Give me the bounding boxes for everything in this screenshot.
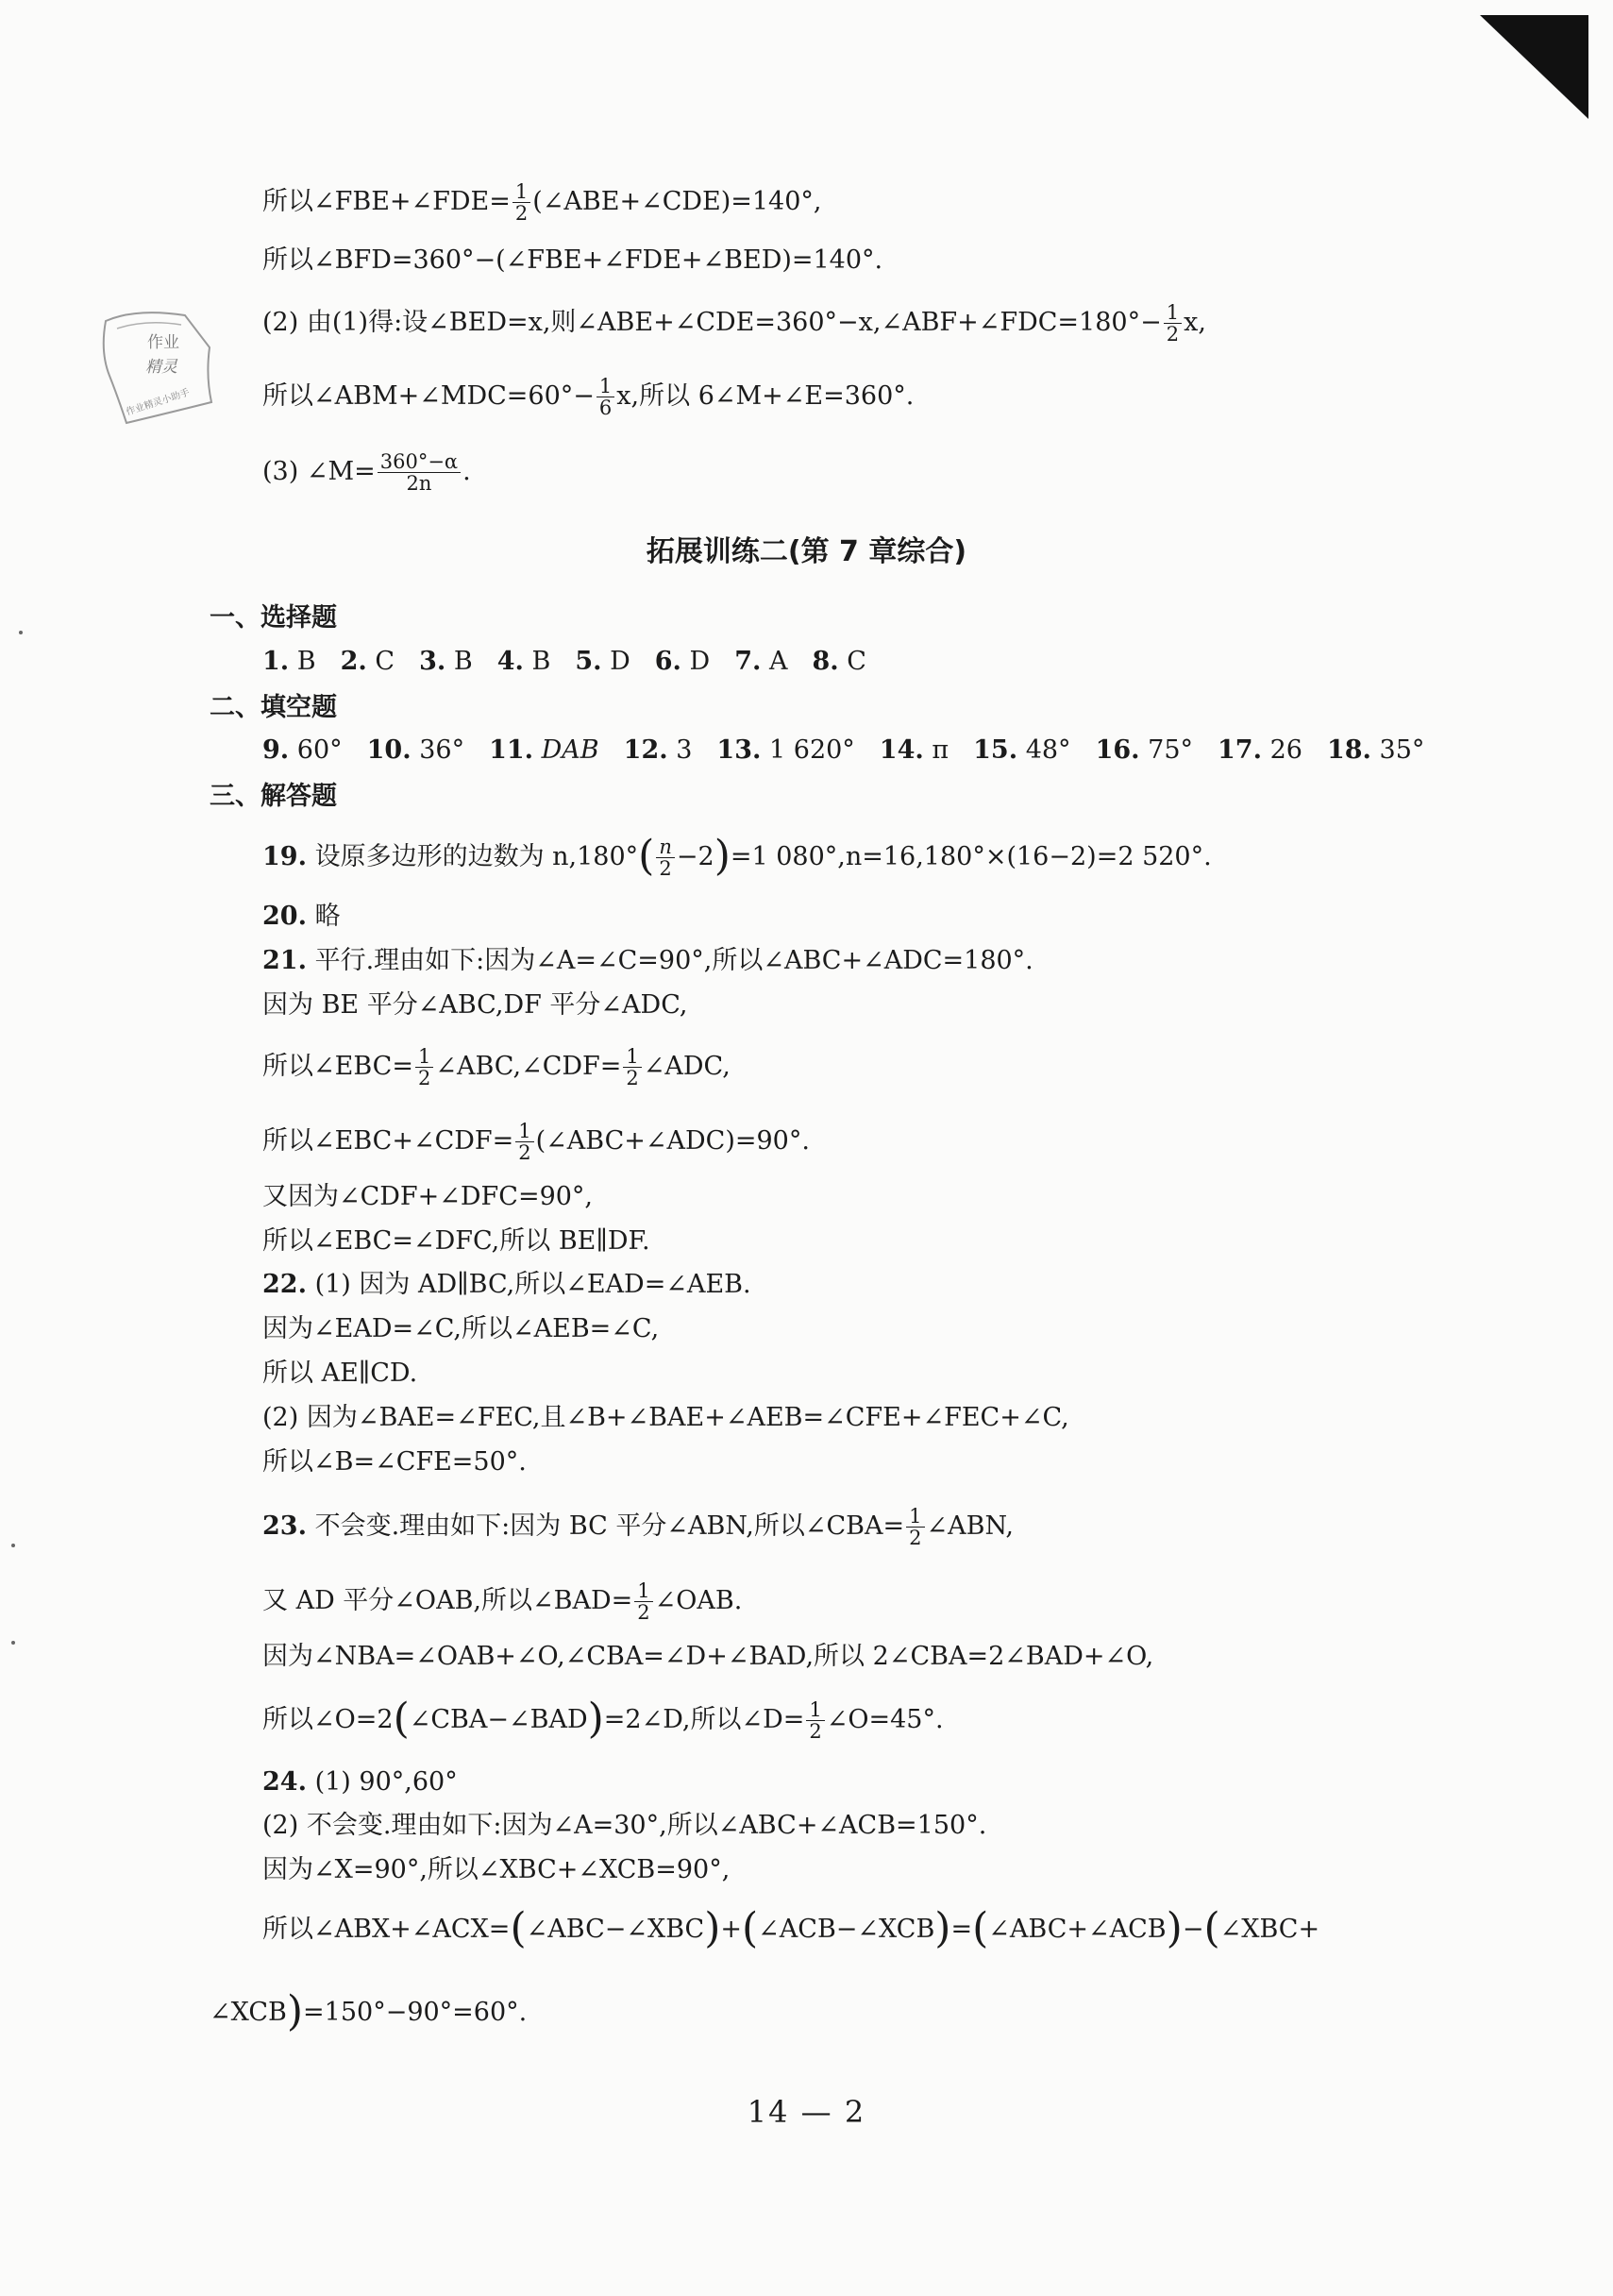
scan-speck (19, 631, 23, 634)
q21-line-5: 又因为∠CDF+∠DFC=90°, (262, 1182, 594, 1211)
answer-item: 18. 35° (1326, 735, 1425, 765)
q19-line: 19. 设原多边形的边数为 n,180°( $\frac{n}{2}$ −2)=1 080°,n=16,180°×(16−2)=2 520°. (262, 832, 1212, 880)
q20-line: 20. 略 (262, 902, 341, 931)
corner-tab-marker (1480, 15, 1588, 119)
fraction: $\frac{1}{2}$ (806, 1699, 824, 1742)
answer-item: 13. 1 620° (716, 735, 855, 765)
answer-item: 11. DAB (489, 735, 599, 765)
top-line-1: 所以∠FBE+∠FDE= $\frac{1}{2}$ (∠ABE+∠CDE)=140°, (262, 180, 822, 225)
section-title: 拓展训练二(第 7 章综合) (646, 535, 967, 568)
svg-text:作业精灵小助手: 作业精灵小助手 (125, 387, 192, 418)
answer-item: 10. 36° (366, 735, 465, 765)
top-line-4: 所以∠ABM+∠MDC=60°− $\frac{1}{6}$ x,所以 6∠M+∠E=360°. (262, 375, 915, 419)
answer-item: 4. B (496, 647, 551, 676)
heading-solve: 三、解答题 (210, 782, 337, 811)
fraction: $\frac{1}{6}$ (596, 376, 614, 418)
answer-item: 17. 26 (1218, 735, 1302, 765)
q23-line-1: 23. 不会变.理由如下:因为 BC 平分∠ABN,所以∠CBA= $\frac{1}{2}$ ∠ABN, (262, 1505, 1014, 1549)
heading-choice: 一、选择题 (210, 603, 337, 633)
fraction: $\frac{1}{2}$ (634, 1580, 652, 1623)
choice-answers-row (262, 645, 891, 679)
q22-line-1: 22. (1) 因为 AD∥BC,所以∠EAD=∠AEB. (262, 1270, 751, 1299)
answer-item: 12. 3 (623, 735, 693, 765)
answer-item: 7. A (734, 647, 788, 676)
fraction: $\frac{1}{2}$ (415, 1046, 433, 1089)
scan-speck (11, 1544, 15, 1547)
answer-item: 14. π (879, 735, 949, 765)
page-number: 14 — 2 (747, 2094, 866, 2130)
answer-item: 5. D (575, 647, 630, 676)
fraction: $\frac{n}{2}$ (656, 836, 675, 879)
q21-line-4: 所以∠EBC+∠CDF= $\frac{1}{2}$ (∠ABC+∠ADC)=90°. (262, 1120, 810, 1164)
top-line-5: (3) ∠M= $\frac{360^\circ-\alpha}{2n}$ . (262, 450, 471, 495)
q22-line-5: 所以∠B=∠CFE=50°. (262, 1447, 527, 1477)
fraction: $\frac{360^\circ-\alpha}{2n}$ (378, 451, 461, 494)
q23-line-4: 所以∠O=2(∠CBA−∠BAD)=2∠D,所以∠D= $\frac{1}{2}$ ∠O=45°. (262, 1695, 944, 1743)
q21-line-1: 21. 平行.理由如下:因为∠A=∠C=90°,所以∠ABC+∠ADC=180°. (262, 946, 1033, 975)
svg-text:作业: 作业 (147, 333, 179, 352)
q23-line-3: 因为∠NBA=∠OAB+∠O,∠CBA=∠D+∠BAD,所以 2∠CBA=2∠BAD+∠O, (262, 1642, 1154, 1671)
top-line-3: (2) 由(1)得:设∠BED=x,则∠ABE+∠CDE=360°−x,∠ABF+∠FDC=180°− $\frac{1}{2}$ x, (262, 301, 1206, 346)
heading-fill: 二、填空题 (210, 693, 337, 722)
q23-line-2: 又 AD 平分∠OAB,所以∠BAD= $\frac{1}{2}$ ∠OAB. (262, 1579, 743, 1624)
fraction: $\frac{1}{2}$ (515, 1121, 533, 1163)
answer-item: 2. C (340, 647, 395, 676)
stamp-logo (98, 300, 223, 432)
q22-line-2: 因为∠EAD=∠C,所以∠AEB=∠C, (262, 1314, 660, 1343)
q21-line-6: 所以∠EBC=∠DFC,所以 BE∥DF. (262, 1226, 650, 1256)
q24-line-2: (2) 不会变.理由如下:因为∠A=30°,所以∠ABC+∠ACB=150°. (262, 1811, 987, 1840)
answer-item: 16. 75° (1095, 735, 1193, 765)
answer-item: 9. 60° (262, 735, 343, 765)
q24-line-4: 所以∠ABX+∠ACX=(∠ABC−∠XBC)+(∠ACB−∠XCB)=(∠ABC+∠ACB)−(∠XBC+ (262, 1904, 1320, 1952)
scan-speck (11, 1641, 15, 1645)
answer-item: 1. B (262, 647, 316, 676)
fill-answers-row (262, 734, 1449, 768)
q24-line-3: 因为∠X=90°,所以∠XBC+∠XCB=90°, (262, 1855, 731, 1884)
fraction: $\frac{1}{2}$ (512, 181, 530, 224)
answer-item: 8. C (812, 647, 866, 676)
answer-item: 6. D (654, 647, 711, 676)
q21-line-2: 因为 BE 平分∠ABC,DF 平分∠ADC, (262, 990, 688, 1020)
q24-line-1: 24. (1) 90°,60° (262, 1767, 458, 1797)
top-line-2: 所以∠BFD=360°−(∠FBE+∠FDE+∠BED)=140°. (262, 245, 883, 275)
fraction: $\frac{1}{2}$ (1164, 302, 1182, 345)
svg-text:精灵: 精灵 (145, 358, 177, 377)
q21-line-3: 所以∠EBC= $\frac{1}{2}$ ∠ABC,∠CDF= $\frac{1}{2}$ ∠ADC, (262, 1045, 731, 1089)
q22-line-4: (2) 因为∠BAE=∠FEC,且∠B+∠BAE+∠AEB=∠CFE+∠FEC+∠C, (262, 1403, 1069, 1432)
fraction: $\frac{1}{2}$ (623, 1046, 641, 1089)
answer-item: 3. B (419, 647, 473, 676)
answer-item: 15. 48° (973, 735, 1071, 765)
fraction: $\frac{1}{2}$ (906, 1506, 924, 1548)
q24-line-5: ∠XCB)=150°−90°=60°. (210, 1987, 528, 2035)
q22-line-3: 所以 AE∥CD. (262, 1359, 418, 1388)
